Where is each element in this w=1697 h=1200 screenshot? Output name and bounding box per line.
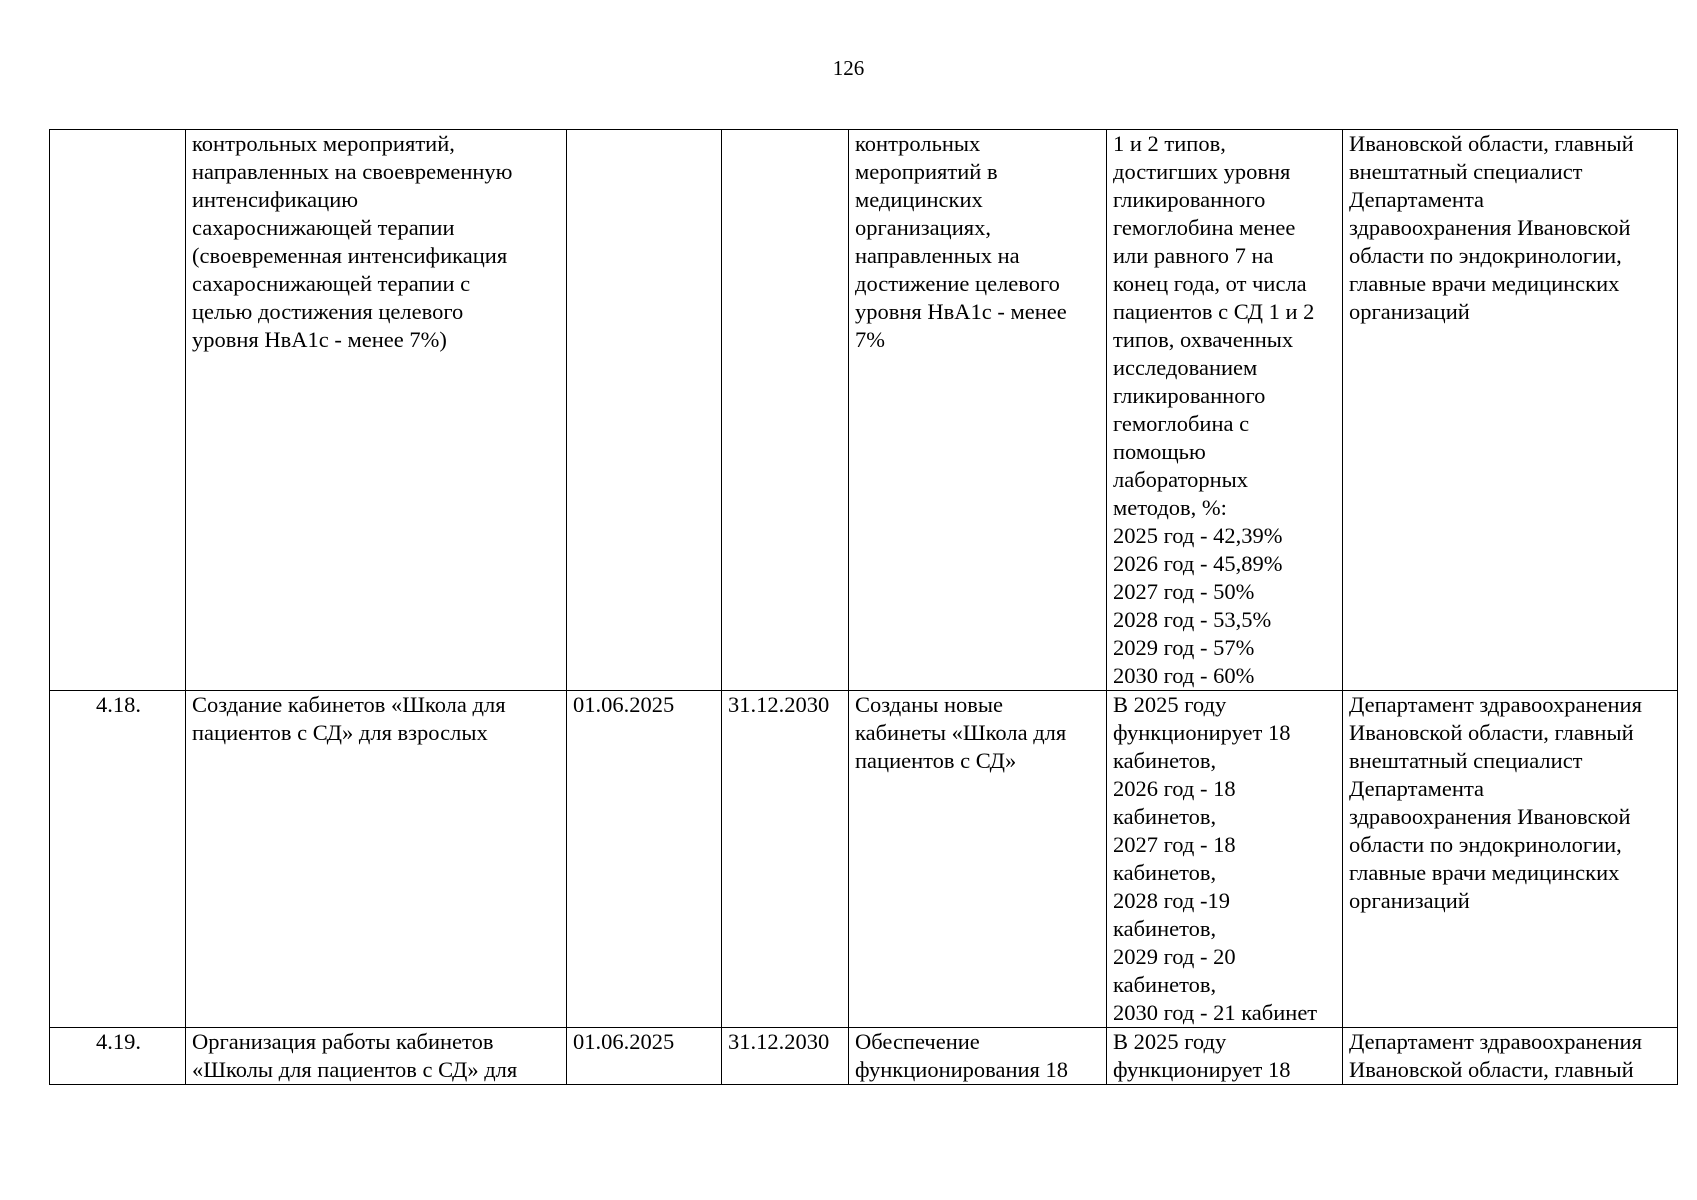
activities-table	[49, 129, 1678, 1085]
start-date-cell: 01.06.2025	[567, 1028, 722, 1085]
indicator-cell: В 2025 году функционирует 18 кабинетов, 2026 год - 18 кабинетов, 2027 год - 18 кабинетов, 2028 год -19 кабинетов, 2029 год - 20 кабинетов, 2030 год - 21 кабинет	[1107, 691, 1343, 1028]
expected-result-cell: Обеспечение функционирования 18	[849, 1028, 1107, 1085]
end-date-cell: 31.12.2030	[722, 691, 849, 1028]
start-date-cell: 01.06.2025	[567, 691, 722, 1028]
table-row	[50, 1028, 1678, 1085]
end-date-cell: 31.12.2030	[722, 1028, 849, 1085]
activity-name-cell: контрольных мероприятий, направленных на своевременную интенсификацию сахароснижающей терапии (своевременная интенсификация сахароснижающей терапии с целью достижения целевого уровня НвА1с - менее 7%)	[186, 130, 567, 691]
page-number: 126	[832, 56, 865, 80]
row-number-cell: 4.19.	[50, 1028, 186, 1085]
row-number-cell: 4.18.	[50, 691, 186, 1028]
expected-result-cell: Созданы новые кабинеты «Школа для пациентов с СД»	[849, 691, 1107, 1028]
expected-result-cell: контрольных мероприятий в медицинских организациях, направленных на достижение целевого уровня НвА1с - менее 7%	[849, 130, 1107, 691]
end-date-cell	[722, 130, 849, 691]
responsible-cell: Ивановской области, главный внештатный специалист Департамента здравоохранения Ивановской области по эндокринологии, главные врачи медицинских организаций	[1343, 130, 1678, 691]
activity-name-cell: Создание кабинетов «Школа для пациентов с СД» для взрослых	[186, 691, 567, 1028]
row-number-cell	[50, 130, 186, 691]
table-row	[50, 691, 1678, 1028]
activity-name-cell: Организация работы кабинетов «Школы для пациентов с СД» для	[186, 1028, 567, 1085]
start-date-cell	[567, 130, 722, 691]
table-row	[50, 130, 1678, 691]
responsible-cell: Департамент здравоохранения Ивановской области, главный внештатный специалист Департамента здравоохранения Ивановской области по эндокринологии, главные врачи медицинских организаций	[1343, 691, 1678, 1028]
indicator-cell: 1 и 2 типов, достигших уровня гликированного гемоглобина менее или равного 7 на конец года, от числа пациентов с СД 1 и 2 типов, охваченных исследованием гликированного гемоглобина с помощью лабораторных методов, %: 2025 год - 42,39% 2026 год - 45,89% 2027 год - 50% 2028 год - 53,5% 2029 год - 57% 2030 год - 60%	[1107, 130, 1343, 691]
responsible-cell: Департамент здравоохранения Ивановской области, главный	[1343, 1028, 1678, 1085]
indicator-cell: В 2025 году функционирует 18	[1107, 1028, 1343, 1085]
